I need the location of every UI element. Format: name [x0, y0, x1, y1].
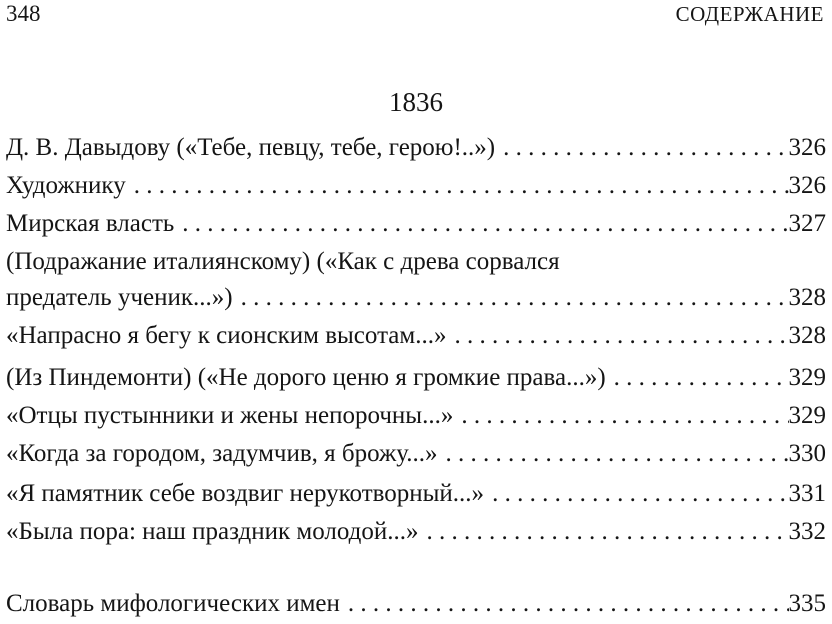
toc-entry-title: Д. В. Давыдову («Тебе, певцу, тебе, герою!..»): [6, 134, 496, 161]
toc-entry: [6, 398, 826, 434]
dot-leader: [484, 476, 788, 512]
toc-entry: [6, 476, 826, 512]
section-year: 1836: [389, 87, 443, 117]
toc-entry-page: 335: [788, 590, 826, 617]
toc-entry-page: 330: [788, 440, 826, 467]
toc-entry-title: Мирская власть: [6, 210, 175, 237]
dot-leader: [126, 168, 789, 204]
page-number: 348: [6, 1, 41, 26]
toc-entry: [6, 244, 826, 280]
toc-entry-page: 326: [788, 134, 826, 161]
toc-entry-page: 331: [788, 480, 826, 507]
toc-entry-page: 327: [788, 210, 826, 237]
toc-entry-page: 329: [788, 364, 826, 391]
toc-entry-title-line1: (Подражание италиянскому) («Как с древа сорвался: [6, 248, 560, 275]
toc-entry-page: 332: [788, 518, 826, 545]
dot-leader: [419, 514, 789, 550]
toc-entry-title: «Напрасно я бегу к сионским высотам...»: [6, 322, 447, 349]
dot-leader: [233, 280, 789, 316]
toc-entry-page: 328: [788, 284, 826, 311]
toc-entry-title: «Отцы пустынники и жены непорочны...»: [6, 402, 454, 429]
toc-entry-title: Художнику: [6, 172, 126, 199]
toc-entry-page: 328: [788, 322, 826, 349]
dot-leader: [340, 586, 789, 622]
toc-entry-title: «Была пора: наш праздник молодой...»: [6, 518, 419, 545]
toc-entry: [6, 360, 826, 396]
toc-entry: [6, 436, 826, 472]
dot-leader: [174, 206, 788, 242]
dot-leader: [446, 318, 788, 354]
dot-leader: [495, 130, 788, 166]
toc-entry-title: Словарь мифологических имен: [6, 590, 340, 617]
toc-entry: [6, 318, 826, 354]
toc-entry: [6, 280, 826, 316]
toc-entry-page: 326: [788, 172, 826, 199]
toc-entry-title: «Я памятник себе воздвиг нерукотворный...»: [6, 480, 485, 507]
toc-entry-title: «Когда за городом, задумчив, я брожу...»: [6, 440, 438, 467]
dot-leader: [438, 436, 789, 472]
toc-entry: [6, 130, 826, 166]
running-head: СОДЕРЖАНИЕ: [675, 2, 824, 26]
toc-entry-page: 329: [788, 402, 826, 429]
dot-leader: [606, 360, 789, 396]
toc-entry-title: (Из Пиндемонти) («Не дорого ценю я громкие права...»): [6, 364, 606, 391]
toc-entry: [6, 206, 826, 242]
toc-entry: [6, 514, 826, 550]
toc-entry: [6, 168, 826, 204]
dot-leader: [453, 398, 788, 434]
toc-appendix-entry: [6, 586, 826, 622]
toc-entry-title-line2: предатель ученик...»): [6, 284, 233, 311]
